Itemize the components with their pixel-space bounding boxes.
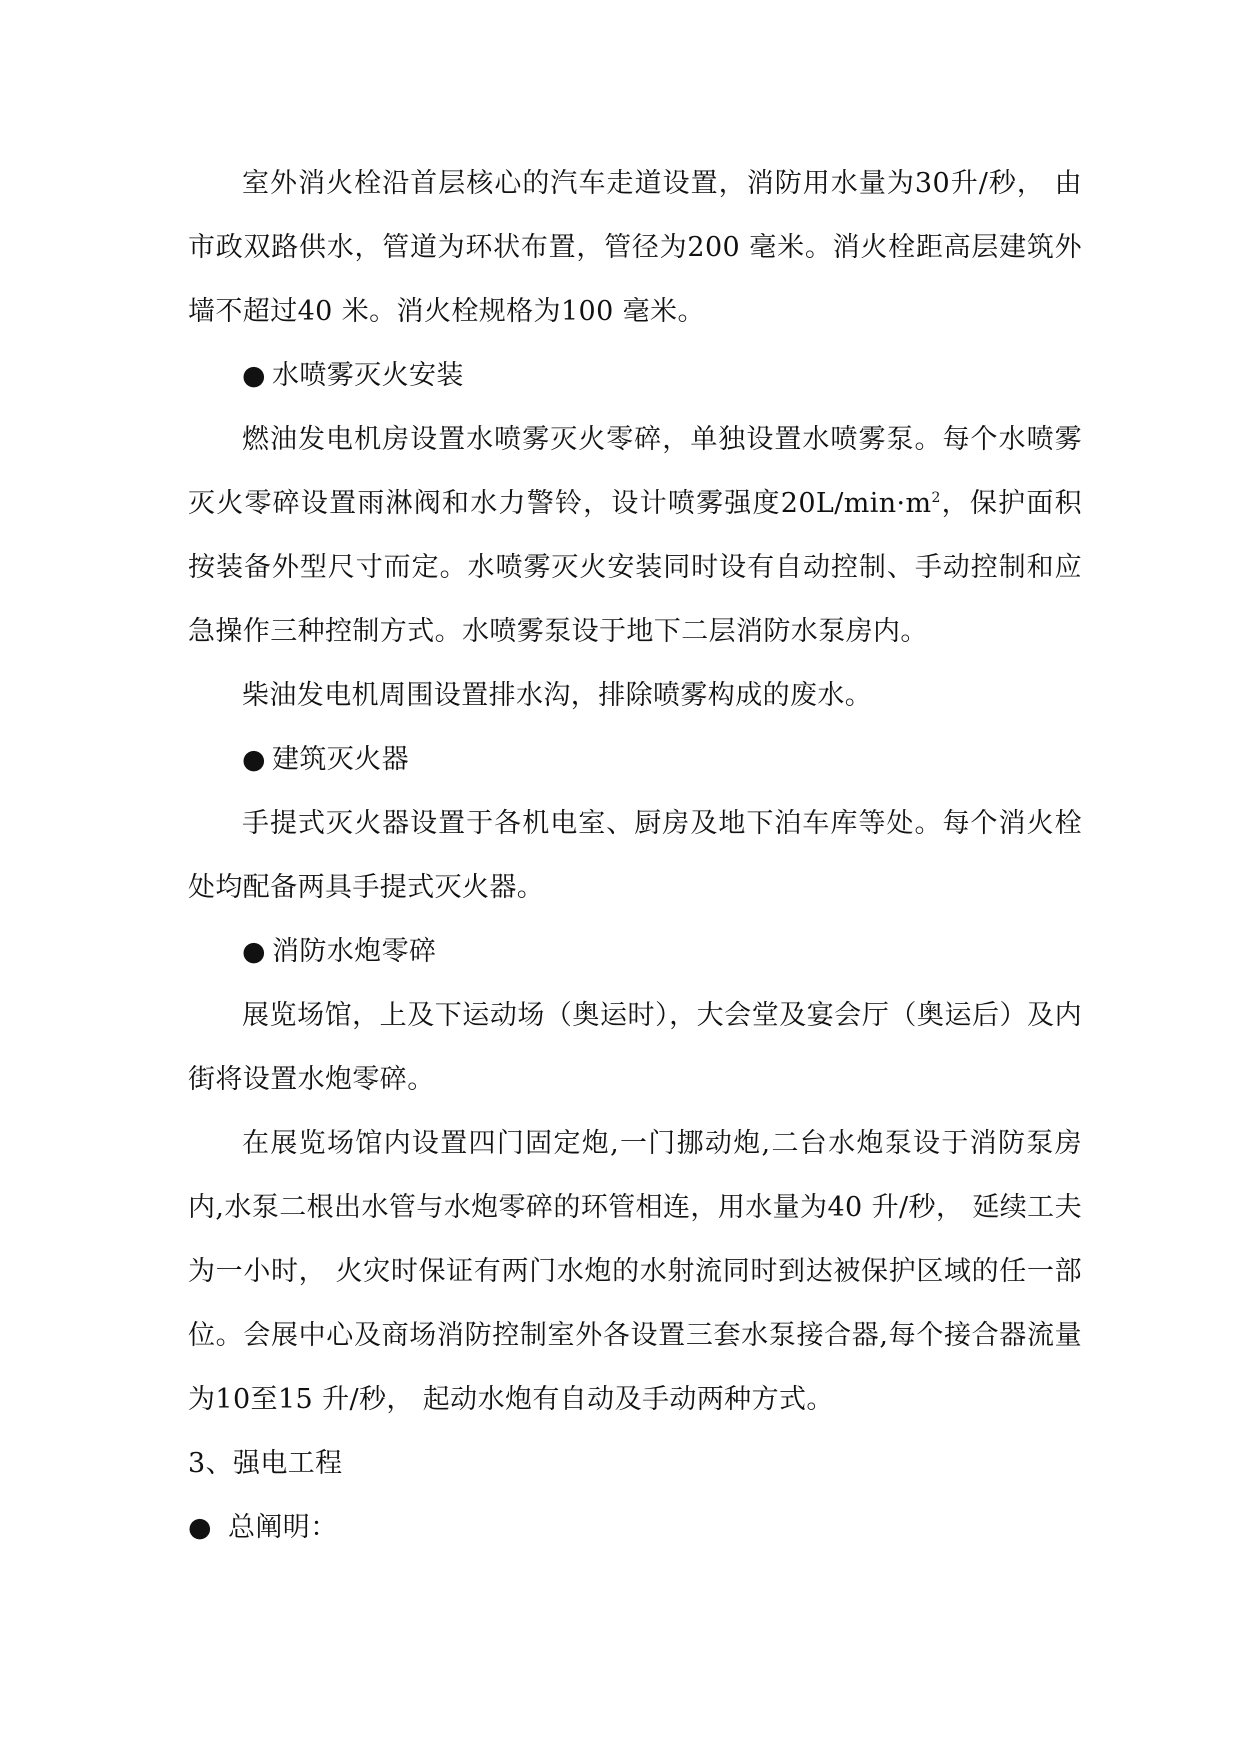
heading-water-cannon-label: 消防水炮零碎 [271, 936, 437, 967]
superscript-squared: 2 [931, 490, 941, 506]
bullet-icon: ● [188, 1512, 212, 1543]
heading-water-mist [188, 344, 1082, 408]
paragraph-extinguishers: 手提式灭火器设置于各机电室、厨房及地下泊车库等处。每个消火栓处均配备两具手提式灭火器。 [188, 808, 1082, 903]
bullet-icon: ● [242, 936, 266, 967]
paragraph-water-mist-part1: 燃油发电机房设置水喷雾灭火零碎，单独设置水喷雾泵。每个水喷雾灭火零碎设置雨淋阀和水力警铃，设计喷雾强度20L/min·m [188, 424, 1082, 519]
paragraph-water-mist [188, 408, 1082, 664]
paragraph-water-mist-part2: ，保护面积按装备外型尺寸而定。水喷雾灭火安装同时设有自动控制、手动控制和应急操作三种控制方式。水喷雾泵设于地下二层消防水泵房内。 [188, 488, 1082, 647]
heading-water-mist-label: 水喷雾灭火安装 [271, 360, 464, 391]
paragraph-water-cannon-locations: 展览场馆，上及下运动场（奥运时），大会堂及宴会厅（奥运后）及内街将设置水炮零碎。 [188, 1000, 1082, 1095]
summary-heading [188, 1496, 1082, 1560]
bullet-icon: ● [242, 744, 266, 775]
heading-extinguishers-label: 建筑灭火器 [271, 744, 409, 775]
paragraph-drainage: 柴油发电机周围设置排水沟，排除喷雾构成的废水。 [242, 680, 873, 711]
summary-heading-label: 总阐明： [228, 1512, 338, 1543]
document-body [188, 152, 1082, 1560]
heading-extinguishers [188, 728, 1082, 792]
paragraph-outdoor-hydrant: 室外消火栓沿首层核心的汽车走道设置，消防用水量为30升/秒， 由市政双路供水，管道为环状布置，管径为200 毫米。消火栓距高层建筑外墙不超过40 米。消火栓规格为100 毫米。 [188, 168, 1082, 327]
bullet-icon: ● [242, 360, 266, 391]
heading-water-cannon [188, 920, 1082, 984]
section-heading-electrical: 3、强电工程 [188, 1448, 343, 1479]
paragraph-water-cannon-details: 在展览场馆内设置四门固定炮,一门挪动炮,二台水炮泵设于消防泵房内,水泵二根出水管与水炮零碎的环管相连，用水量为40 升/秒， 延续工夫为一小时， 火灾时保证有两门水炮的水射流同时到达被保护区域的任一部位。会展中心及商场消防控制室外各设置三套水泵接合器,每个接合器流量为10至15 升/秒， 起动水炮有自动及手动两种方式。 [188, 1128, 1082, 1415]
